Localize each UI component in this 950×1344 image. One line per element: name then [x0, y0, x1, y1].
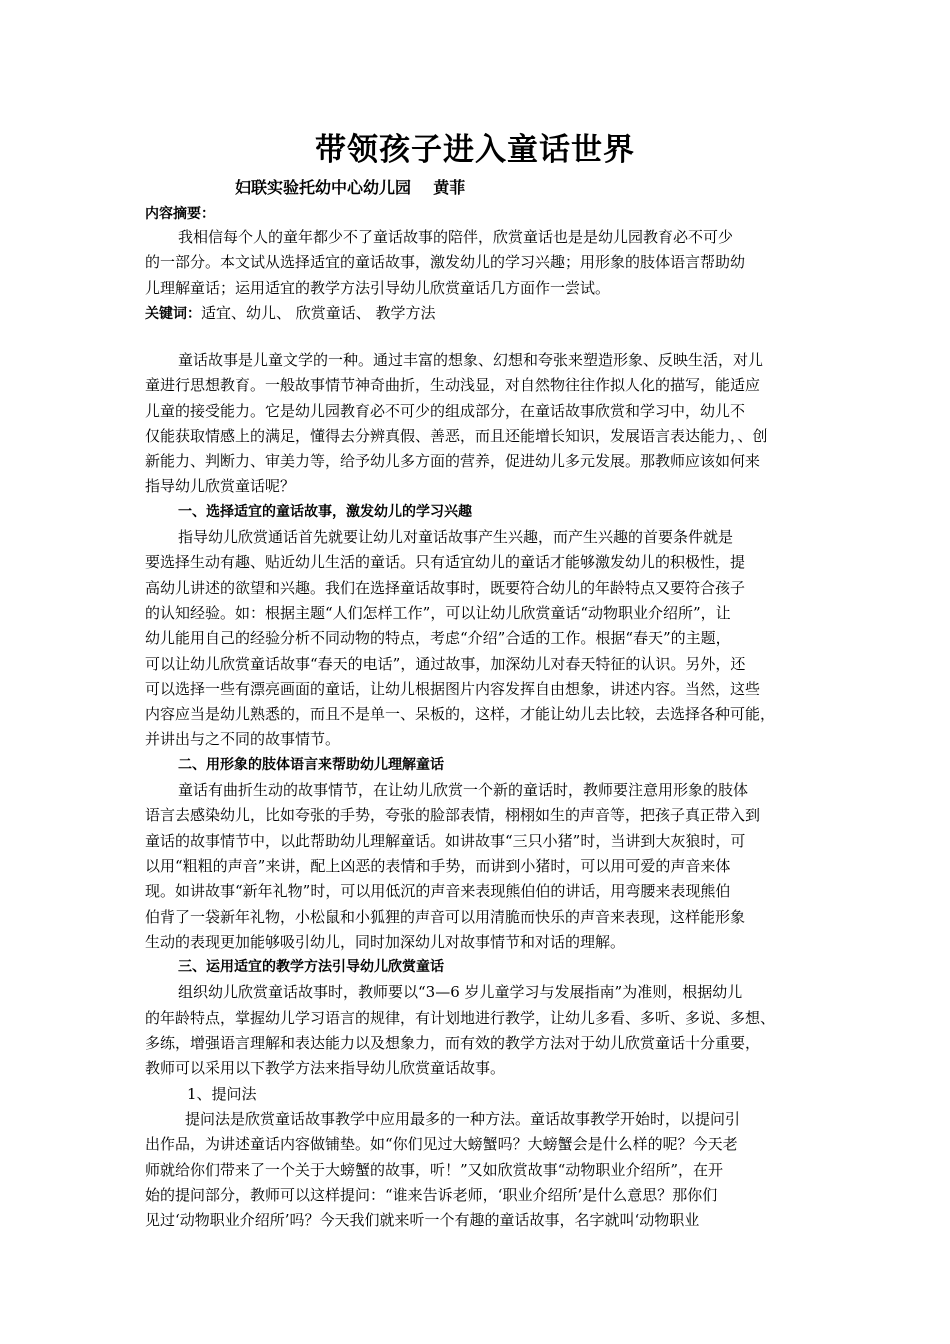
section-heading-1: 一、选择适宜的童话故事，激发幼儿的学习兴趣 — [178, 503, 472, 520]
section1-line: 要选择生动有趣、贴近幼儿生活的童话。只有适宜幼儿的童话才能够激发幼儿的积极性，提 — [145, 553, 746, 572]
intro-line: 童进行思想教育。一般故事情节神奇曲折，生动浅显，对自然物往往作拟人化的描写，能适应 — [145, 376, 761, 395]
section1-line: 的认知经验。如：根据主题“人们怎样工作”，可以让幼儿欣赏童话“动物职业介绍所”，让 — [145, 603, 731, 622]
abstract-line: 我相信每个人的童年都少不了童话故事的陪伴，欣赏童话也是是幼儿园教育必不可少 — [178, 228, 734, 246]
intro-line: 童话故事是儿童文学的一种。通过丰富的想象、幻想和夸张来塑造形象、反映生活，对儿 — [178, 351, 764, 369]
intro-line: 仅能获取情感上的满足，懂得去分辨真假、善恶，而且还能增长知识，发展语言表达能力，、创 — [145, 426, 768, 445]
intro-line: 新能力、判断力、审美力等，给予幼儿多方面的营养，促进幼儿多元发展。那教师应该如何来 — [145, 452, 761, 471]
section3-line: 的年龄特点，掌握幼儿学习语言的规律，有计划地进行教学，让幼儿多看、多听、多说、多想、 — [145, 1008, 776, 1027]
section1-line: 内容应当是幼儿熟悉的，而且不是单一、呆板的，这样，才能让幼儿去比较，去选择各种可能， — [145, 705, 776, 724]
section3-line: 多练，增强语言理解和表达能力以及想象力，而有效的教学方法对于幼儿欣赏童话十分重要， — [145, 1034, 761, 1053]
abstract-line: 儿理解童话；运用适宜的教学方法引导幼儿欣赏童话几方面作一尝试。 — [145, 278, 611, 297]
section1-line: 可以让幼儿欣赏童话故事“春天的电话”，通过故事，加深幼儿对春天特征的认识。另外，还 — [145, 654, 746, 673]
intro-line: 儿童的接受能力。它是幼儿园教育必不可少的组成部分，在童话故事欣赏和学习中，幼儿不 — [145, 401, 746, 420]
section-heading-2: 二、用形象的肢体语言来帮助幼儿理解童话 — [178, 756, 444, 773]
section1-line: 高幼儿讲述的欲望和兴趣。我们在选择童话故事时，既要符合幼儿的年龄特点又要符合孩子 — [145, 578, 746, 597]
section2-line: 伯背了一袋新年礼物，小松鼠和小狐狸的声音可以用清脆而快乐的声音来表现，这样能形象 — [145, 907, 746, 926]
section1-line: 可以选择一些有漂亮画面的童话，让幼儿根据图片内容发挥自由想象，讲述内容。当然，这些 — [145, 679, 761, 698]
document-title: 带领孩子进入童话世界 — [315, 132, 635, 168]
section2-line: 生动的表现更加能够吸引幼儿，同时加深幼儿对故事情节和对话的理解。 — [145, 932, 626, 951]
section-heading-3: 三、运用适宜的教学方法引导幼儿欣赏童话 — [178, 959, 444, 976]
subsection1-line: 出作品，为讲述童话内容做铺垫。如“你们见过大螃蟹吗？大螃蟹会是什么样的呢？今天老 — [145, 1135, 738, 1154]
subsection1-line: 始的提问部分，教师可以这样提问：“谁来告诉老师，‘职业介绍所’是什么意思？那你们 — [145, 1185, 718, 1204]
keywords-label: 关键词： — [145, 305, 201, 322]
subsection1-line: 师就给你们带来了一个关于大螃蟹的故事，听！”又如欣赏故事“动物职业介绍所”，在开 — [145, 1160, 724, 1179]
section2-line: 童话的故事情节中，以此帮助幼儿理解童话。如讲故事“三只小猪”时，当讲到大灰狼时，可 — [145, 831, 746, 850]
section2-line: 童话有曲折生动的故事情节，在让幼儿欣赏一个新的童话时，教师要注意用形象的肢体 — [178, 781, 749, 800]
intro-line: 指导幼儿欣赏童话呢？ — [145, 477, 296, 496]
section2-line: 以用“粗粗的声音”来讲，配上凶恶的表情和手势，而讲到小猪时，可以用可爱的声音来体 — [145, 856, 731, 875]
keywords-text: 适宜、幼儿、 欣赏童话、 教学方法 — [201, 303, 436, 322]
section3-line: 组织幼儿欣赏童话故事时，教师要以“3—6 岁儿童学习与发展指南”为准则，根据幼儿 — [178, 983, 743, 1002]
abstract-line: 的一部分。本文试从选择适宜的童话故事，激发幼儿的学习兴趣；用形象的肢体语言帮助幼 — [145, 253, 746, 272]
section2-line: 现。如讲故事“新年礼物”时，可以用低沉的声音来表现熊伯伯的讲话，用弯腰来表现熊伯 — [145, 882, 731, 901]
subsection1-line: 见过‘动物职业介绍所’吗？今天我们就来听一个有趣的童话故事，名字就叫‘动物职业 — [145, 1211, 700, 1230]
section3-line: 教师可以采用以下教学方法来指导幼儿欣赏童话故事。 — [145, 1059, 506, 1078]
abstract-label: 内容摘要： — [145, 206, 215, 222]
author-line: 妇联实验托幼中心幼儿园 黄菲 — [235, 178, 466, 197]
section1-line: 并讲出与之不同的故事情节。 — [145, 730, 341, 749]
keywords-line — [145, 301, 810, 327]
section2-line: 语言去感染幼儿，比如夸张的手势，夸张的脸部表情，栩栩如生的声音等，把孩子真正带入到 — [145, 806, 761, 825]
subsection1-line: 提问法是欣赏童话故事教学中应用最多的一种方法。童话故事教学开始时，以提问引 — [185, 1109, 741, 1128]
abstract-paragraph — [145, 225, 810, 327]
main-body — [145, 348, 810, 1233]
section1-line: 指导幼儿欣赏通话首先就要让幼儿对童话故事产生兴趣，而产生兴趣的首要条件就是 — [178, 528, 734, 547]
subsection-heading-1: 1、提问法 — [187, 1084, 257, 1103]
section1-line: 幼儿能用自己的经验分析不同动物的特点，考虑“介绍”合适的工作。根据“春天”的主题， — [145, 629, 731, 648]
